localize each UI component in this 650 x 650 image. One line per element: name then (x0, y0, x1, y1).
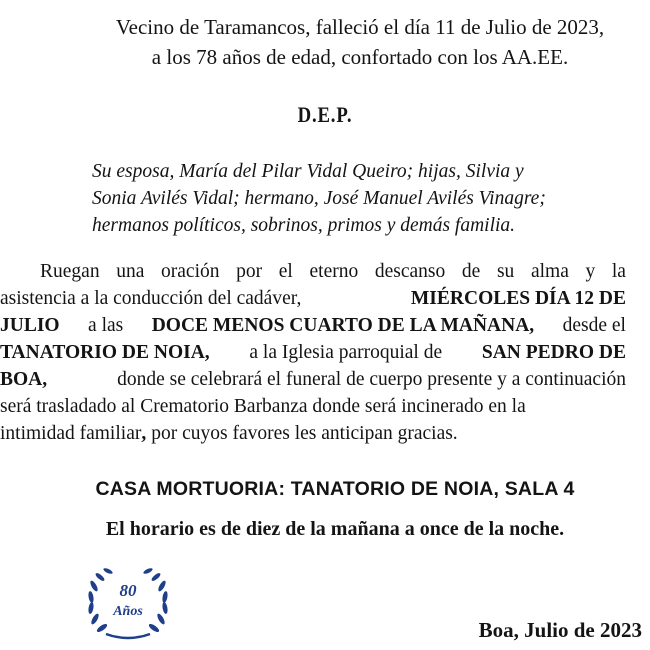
word: Ruegan (40, 261, 100, 282)
word: por (236, 261, 263, 282)
text-run: a las (88, 315, 124, 336)
text-run: intimidad familiar (0, 423, 142, 444)
family-line: Sonia Avilés Vidal; hermano, José Manuel Avilés Vinagre; (92, 188, 546, 209)
word: una (116, 261, 145, 282)
word: el (278, 261, 293, 282)
text-run: desde el (562, 315, 626, 336)
word: alma (530, 261, 569, 282)
visiting-hours: El horario es de diez de la mañana a once de la noche. (105, 518, 565, 540)
emblem-number: 80 (119, 581, 137, 600)
date-emphasis: MIÉRCOLES DÍA 12 DE (410, 288, 626, 309)
text-run: por cuyos favores les anticipan gracias. (151, 423, 458, 444)
request-line-3 (0, 312, 626, 339)
closing-place-date: Boa, Julio de 2023 (478, 618, 642, 642)
intro-line-1: Vecino de Taramancos, falleció el día 11 de Julio de 2023, (115, 15, 605, 39)
anniversary-80-emblem (82, 562, 174, 644)
word: y (585, 261, 596, 282)
family-line: Su esposa, María del Pilar Vidal Queiro; hijas, Silvia y (92, 161, 524, 182)
request-line-6 (0, 393, 626, 420)
word: eterno (309, 261, 359, 282)
word: la (611, 261, 626, 282)
text-run: a la Iglesia parroquial de (249, 342, 443, 363)
text-run: será trasladado al Crematorio Barbanza donde será incinerado en la (0, 396, 526, 417)
word: de (461, 261, 481, 282)
request-line-2 (0, 285, 626, 312)
intro-line-2: a los 78 años de edad, confortado con los AA.EE. (151, 45, 569, 69)
family-paragraph (92, 158, 626, 239)
family-line: hermanos políticos, sobrinos, primos y demás familia. (92, 215, 516, 236)
laurel-wreath-icon (88, 567, 169, 638)
request-line-1 (0, 258, 626, 285)
church-emphasis: BOA, (0, 369, 48, 390)
word: descanso (374, 261, 446, 282)
church-emphasis: SAN PEDRO DE (481, 342, 626, 363)
intro-text (70, 12, 650, 72)
request-line-7 (0, 420, 626, 447)
place-emphasis: TANATORIO DE NOIA, (0, 342, 210, 363)
request-line-5 (0, 366, 626, 393)
emblem-word: Años (113, 604, 143, 619)
request-line-4 (0, 339, 626, 366)
request-paragraph (0, 258, 626, 447)
time-emphasis: DOCE MENOS CUARTO DE LA MAÑANA, (151, 315, 535, 336)
comma-emphasis: , (141, 423, 147, 444)
word: su (496, 261, 515, 282)
date-emphasis: JULIO (0, 315, 60, 336)
casa-mortuoria: CASA MORTUORIA: TANATORIO DE NOIA, SALA 4 (95, 478, 575, 500)
word: oración (161, 261, 220, 282)
dep-heading: D.E.P. (297, 102, 353, 127)
text-run: donde se celebrará el funeral de cuerpo presente y a continuación (117, 369, 626, 390)
text-run: asistencia a la conducción del cadáver, (0, 288, 302, 309)
